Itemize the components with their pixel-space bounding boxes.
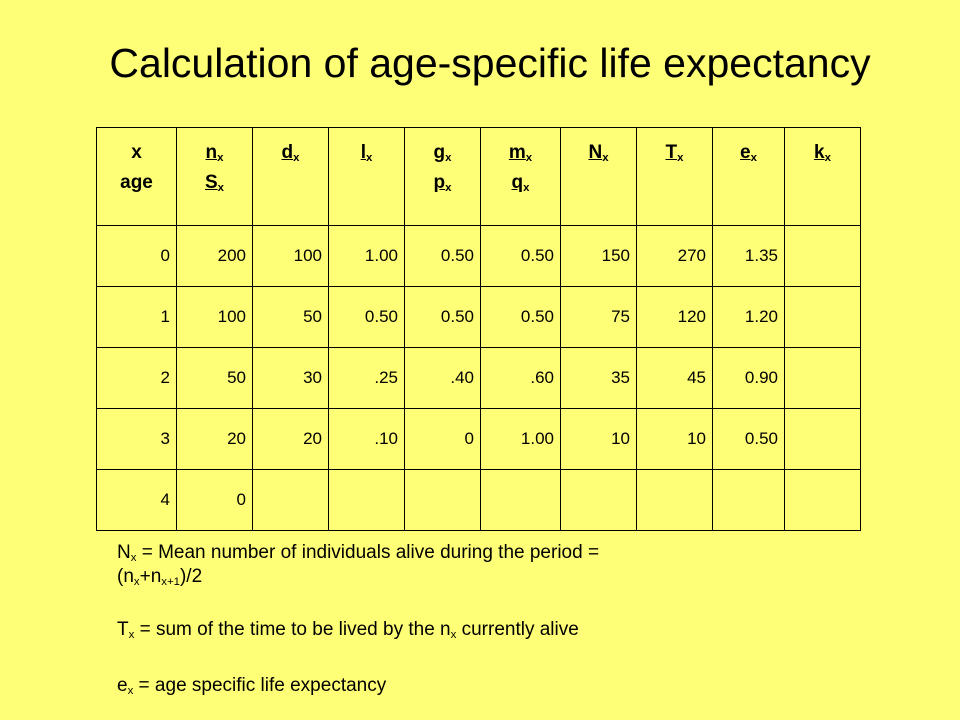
column-header: $k_x$ xyxy=(785,128,861,226)
note-tx: $T_x$ = sum of the time to be lived by the $n_x$ currently alive xyxy=(117,619,579,641)
table-cell: 0.50 xyxy=(329,287,405,348)
column-header: $d_x$ xyxy=(253,128,329,226)
page-title: Calculation of age-specific life expectancy xyxy=(109,40,871,86)
table-cell: 1.35 xyxy=(713,226,785,287)
table-cell: 0 xyxy=(177,470,253,531)
table-cell: 100 xyxy=(253,226,329,287)
table-cell xyxy=(785,470,861,531)
life-table xyxy=(96,127,861,531)
table-cell xyxy=(785,287,861,348)
table-cell: 3 xyxy=(97,409,177,470)
table-cell xyxy=(713,470,785,531)
column-header: $e_x$ xyxy=(713,128,785,226)
table-cell: 50 xyxy=(177,348,253,409)
table-cell: 45 xyxy=(637,348,713,409)
table-cell: 0.50 xyxy=(405,226,481,287)
table-cell: .40 xyxy=(405,348,481,409)
table-cell: 20 xyxy=(177,409,253,470)
table-cell: 0.50 xyxy=(713,409,785,470)
table-cell: 0.50 xyxy=(481,226,561,287)
table-cell: 1.00 xyxy=(329,226,405,287)
table-cell: 200 xyxy=(177,226,253,287)
table-cell: 30 xyxy=(253,348,329,409)
table-cell: 1.00 xyxy=(481,409,561,470)
table-cell: 20 xyxy=(253,409,329,470)
table-row xyxy=(97,470,861,531)
table-cell xyxy=(637,470,713,531)
table-cell: 100 xyxy=(177,287,253,348)
table-row xyxy=(97,226,861,287)
table-cell: 0.90 xyxy=(713,348,785,409)
table-row xyxy=(97,287,861,348)
column-header: $n_x$ $S_x$ xyxy=(177,128,253,226)
table-cell xyxy=(785,409,861,470)
table-cell: .60 xyxy=(481,348,561,409)
table-cell: 50 xyxy=(253,287,329,348)
table-cell: 1 xyxy=(97,287,177,348)
table-cell xyxy=(329,470,405,531)
column-header: $N_x$ xyxy=(561,128,637,226)
table-cell xyxy=(405,470,481,531)
column-header: x age xyxy=(97,128,177,226)
table-cell: 4 xyxy=(97,470,177,531)
table-cell: 0.50 xyxy=(481,287,561,348)
table-cell: .25 xyxy=(329,348,405,409)
column-header: $m_x$ $q_x$ xyxy=(481,128,561,226)
table-cell: 75 xyxy=(561,287,637,348)
column-header: $g_x$ $p_x$ xyxy=(405,128,481,226)
table-cell: .10 xyxy=(329,409,405,470)
table-cell: 0 xyxy=(97,226,177,287)
table-cell: 150 xyxy=(561,226,637,287)
note-ex: $e_x$ = age specific life expectancy xyxy=(117,675,387,697)
table-cell: 120 xyxy=(637,287,713,348)
table-row xyxy=(97,348,861,409)
note-nx: $N_x$ = Mean number of individuals alive during the period = $(n_x+n_{x+1})/2$ xyxy=(117,542,600,588)
table-cell xyxy=(481,470,561,531)
table-cell xyxy=(785,226,861,287)
column-header: $l_x$ xyxy=(329,128,405,226)
table-cell: 10 xyxy=(637,409,713,470)
table-cell: 1.20 xyxy=(713,287,785,348)
table-cell: 0.50 xyxy=(405,287,481,348)
table-cell: 0 xyxy=(405,409,481,470)
table-cell xyxy=(561,470,637,531)
header-row xyxy=(97,128,861,226)
table-cell: 35 xyxy=(561,348,637,409)
table-cell xyxy=(253,470,329,531)
column-header: $T_x$ xyxy=(637,128,713,226)
table-cell: 10 xyxy=(561,409,637,470)
table-cell: 2 xyxy=(97,348,177,409)
table-body xyxy=(97,226,861,531)
table-row xyxy=(97,409,861,470)
table-cell xyxy=(785,348,861,409)
table-cell: 270 xyxy=(637,226,713,287)
